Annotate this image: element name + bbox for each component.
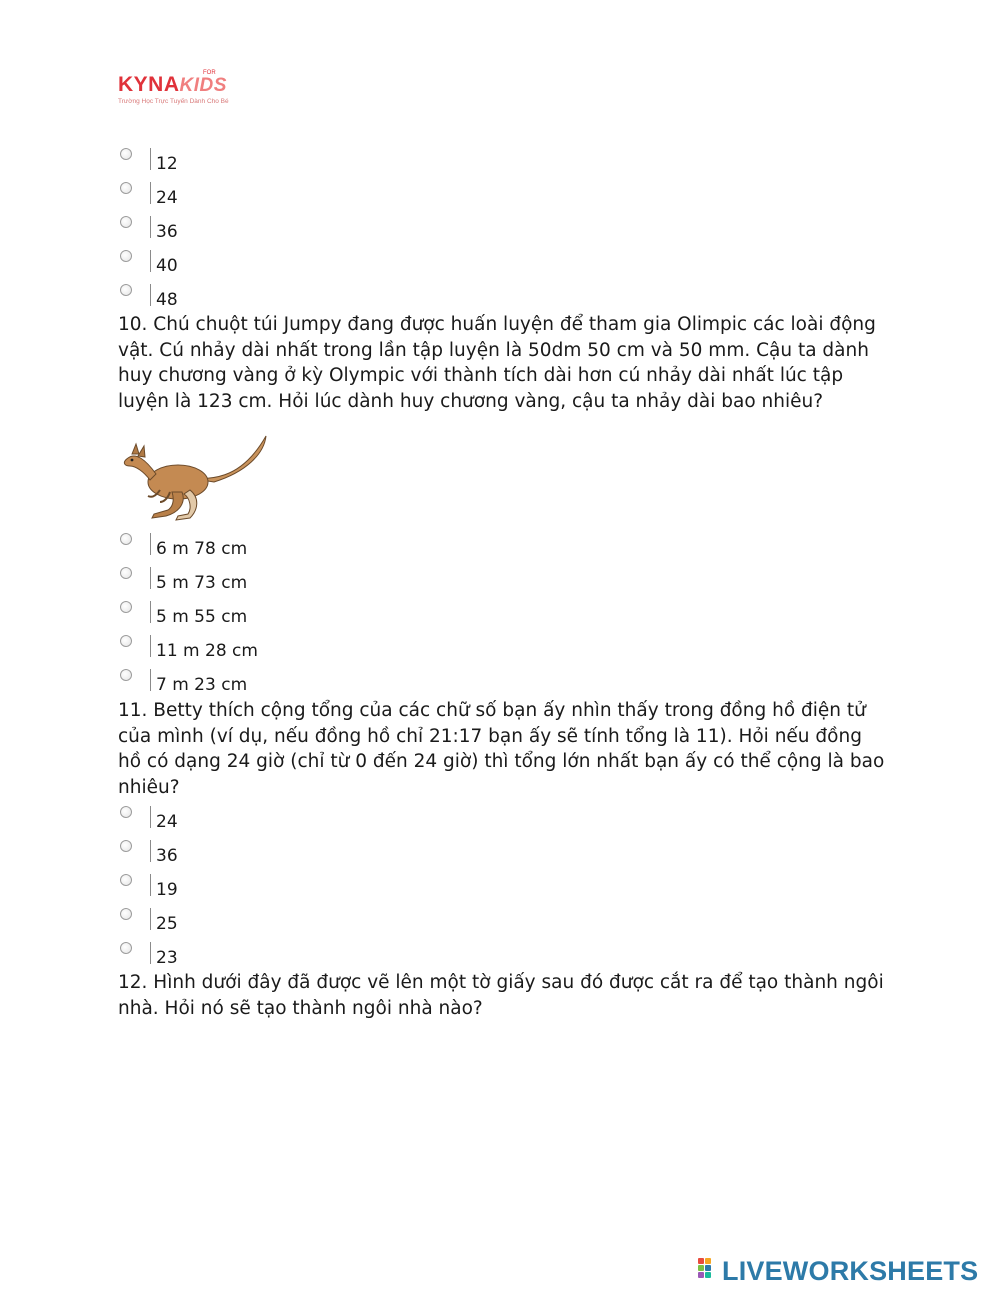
q11-option-2[interactable] xyxy=(118,840,518,874)
radio-button[interactable] xyxy=(120,806,132,818)
radio-button[interactable] xyxy=(120,284,132,296)
radio-button[interactable] xyxy=(120,567,132,579)
option-label: 48 xyxy=(156,290,178,310)
option-label: 36 xyxy=(156,846,178,866)
q11-option-4[interactable] xyxy=(118,908,518,942)
q10-option-3[interactable] xyxy=(118,601,518,635)
liveworksheets-blocks-icon xyxy=(698,1258,720,1282)
radio-button[interactable] xyxy=(120,250,132,262)
radio-button[interactable] xyxy=(120,182,132,194)
option-label: 6 m 78 cm xyxy=(156,539,248,559)
radio-button[interactable] xyxy=(120,148,132,160)
question-11-text: 11. Betty thích cộng tổng của các chữ số bạn ấy nhìn thấy trong đồng hồ điện tử của mình (ví dụ, nếu đồng hồ chỉ 21:17 bạn ấy sẽ tính tổng là 11). Hỏi nếu đồng hồ có dạng 24 giờ (chỉ từ 0 đến 24 giờ) thì tổng lớn nhất bạn ấy có thể cộng là bao nhiêu? xyxy=(118,700,885,798)
radio-button[interactable] xyxy=(120,669,132,681)
radio-button[interactable] xyxy=(120,533,132,545)
radio-button[interactable] xyxy=(120,216,132,228)
radio-button[interactable] xyxy=(120,942,132,954)
logo-brand-main: KYNA xyxy=(118,73,180,96)
q9-option-2[interactable] xyxy=(118,182,518,216)
q10-option-4[interactable] xyxy=(118,635,518,669)
option-label: 5 m 73 cm xyxy=(156,573,248,593)
question-12-text: 12. Hình dưới đây đã được vẽ lên một tờ giấy sau đó được cắt ra để tạo thành ngôi nhà. Hỏi nó sẽ tạo thành ngôi nhà nào? xyxy=(118,972,884,1019)
q10-option-2[interactable] xyxy=(118,567,518,601)
option-label: 36 xyxy=(156,222,178,242)
option-label: 11 m 28 cm xyxy=(156,641,258,661)
option-label: 24 xyxy=(156,188,178,208)
option-label: 12 xyxy=(156,154,178,174)
question-10-text: 10. Chú chuột túi Jumpy đang được huấn luyện để tham gia Olimpic các loài động vật. Cú nhảy dài nhất trong lần tập luyện là 50dm 50 cm và 50 mm. Cậu ta dành huy chương vàng ở kỳ Olympic với thành tích dài hơn cú nhảy dài nhất lúc tập luyện là 123 cm. Hỏi lúc dành huy chương vàng, cậu ta nhảy dài bao nhiêu? xyxy=(118,314,876,412)
option-label: 25 xyxy=(156,914,178,934)
radio-button[interactable] xyxy=(120,840,132,852)
liveworksheets-brand: LIVEWORKSHEETS xyxy=(722,1256,979,1286)
q9-option-4[interactable] xyxy=(118,250,518,284)
logo-brand-for: FOR xyxy=(203,70,216,76)
q9-option-1[interactable] xyxy=(118,148,518,182)
logo-tagline: Trường Học Trực Tuyến Dành Cho Bé xyxy=(118,98,229,105)
option-label: 5 m 55 cm xyxy=(156,607,248,627)
q10-option-1[interactable] xyxy=(118,533,518,567)
option-label: 19 xyxy=(156,880,178,900)
option-label: 23 xyxy=(156,948,178,968)
radio-button[interactable] xyxy=(120,908,132,920)
q11-option-3[interactable] xyxy=(118,874,518,908)
option-label: 40 xyxy=(156,256,178,276)
kyna-kids-logo xyxy=(118,70,248,108)
option-label: 24 xyxy=(156,812,178,832)
radio-button[interactable] xyxy=(120,601,132,613)
liveworksheets-footer-logo xyxy=(698,1256,998,1286)
q11-option-1[interactable] xyxy=(118,806,518,840)
option-label: 7 m 23 cm xyxy=(156,675,248,695)
q9-option-3[interactable] xyxy=(118,216,518,250)
radio-button[interactable] xyxy=(120,874,132,886)
radio-button[interactable] xyxy=(120,635,132,647)
logo-brand-kids: KIDS xyxy=(179,75,227,96)
kangaroo-illustration xyxy=(116,432,272,524)
